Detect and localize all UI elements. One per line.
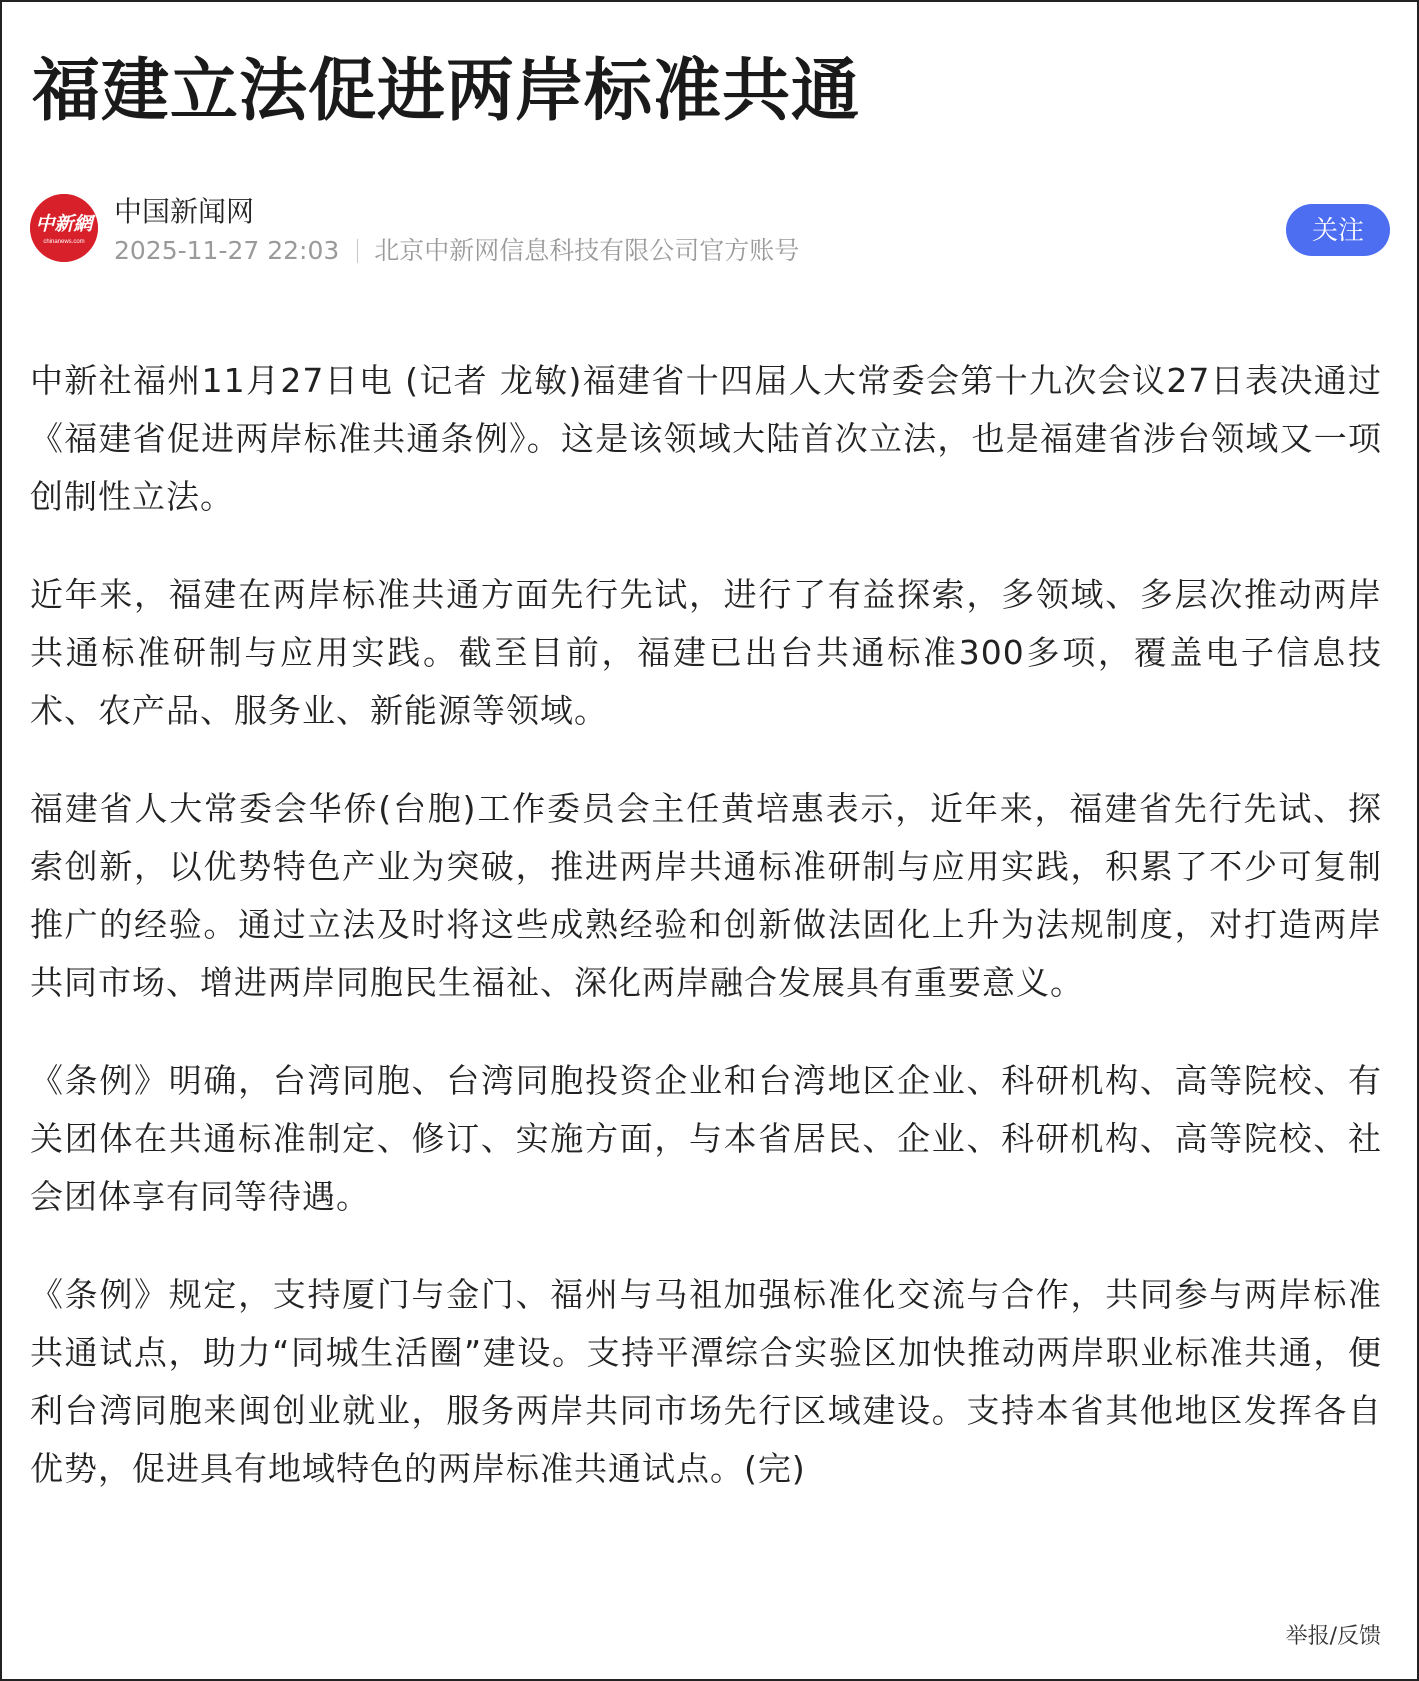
follow-button[interactable]: 关注 (1286, 204, 1390, 256)
avatar-logo-text: 中新網 (35, 214, 93, 235)
article-title: 福建立法促进两岸标准共通 (32, 52, 861, 131)
article-paragraph: 《条例》明确，台湾同胞、台湾同胞投资企业和台湾地区企业、科研机构、高等院校、有关团体在共通标准制定、修订、实施方面，与本省居民、企业、科研机构、高等院校、社会团体享有同等待遇。 (30, 1061, 1382, 1216)
account-description: 北京中新网信息科技有限公司官方账号 (374, 236, 800, 265)
source-meta (114, 234, 799, 268)
report-feedback-link[interactable]: 举报/反馈 (1285, 1624, 1381, 1649)
article-paragraph: 《条例》规定，支持厦门与金门、福州与马祖加强标准化交流与合作，共同参与两岸标准共通试点，助力“同城生活圈”建设。支持平潭综合实验区加快推动两岸职业标准共通，便利台湾同胞来闽创业就业，服务两岸共同市场先行区域建设。支持本省其他地区发挥各自优势，促进具有地域特色的两岸标准共通试点。(完) (30, 1275, 1382, 1488)
source-name[interactable]: 中国新闻网 (114, 195, 255, 228)
meta-divider (357, 239, 358, 263)
article-paragraph: 福建省人大常委会华侨(台胞)工作委员会主任黄培惠表示，近年来，福建省先行先试、探索创新，以优势特色产业为突破，推进两岸共通标准研制与应用实践，积累了不少可复制推广的经验。通过立法及时将这些成熟经验和创新做法固化上升为法规制度，对打造两岸共同市场、增进两岸同胞民生福祉、深化两岸融合发展具有重要意义。 (30, 789, 1382, 1002)
chinanews-logo-icon (30, 194, 98, 262)
article-body (30, 352, 1382, 1538)
article-paragraph: 近年来，福建在两岸标准共通方面先行先试，进行了有益探索，多领域、多层次推动两岸共通标准研制与应用实践。截至目前，福建已出台共通标准300多项，覆盖电子信息技术、农产品、服务业、新能源等领域。 (30, 575, 1382, 730)
avatar[interactable] (30, 194, 98, 262)
author-bar (30, 194, 1390, 274)
publish-datetime: 2025-11-27 22:03 (114, 236, 340, 265)
avatar-logo-sub: chinanews.com (43, 239, 85, 245)
article-paragraph: 中新社福州11月27日电 (记者 龙敏)福建省十四届人大常委会第十九次会议27日表决通过《福建省促进两岸标准共通条例》。这是该领域大陆首次立法，也是福建省涉台领域又一项创制性立法。 (30, 361, 1382, 516)
